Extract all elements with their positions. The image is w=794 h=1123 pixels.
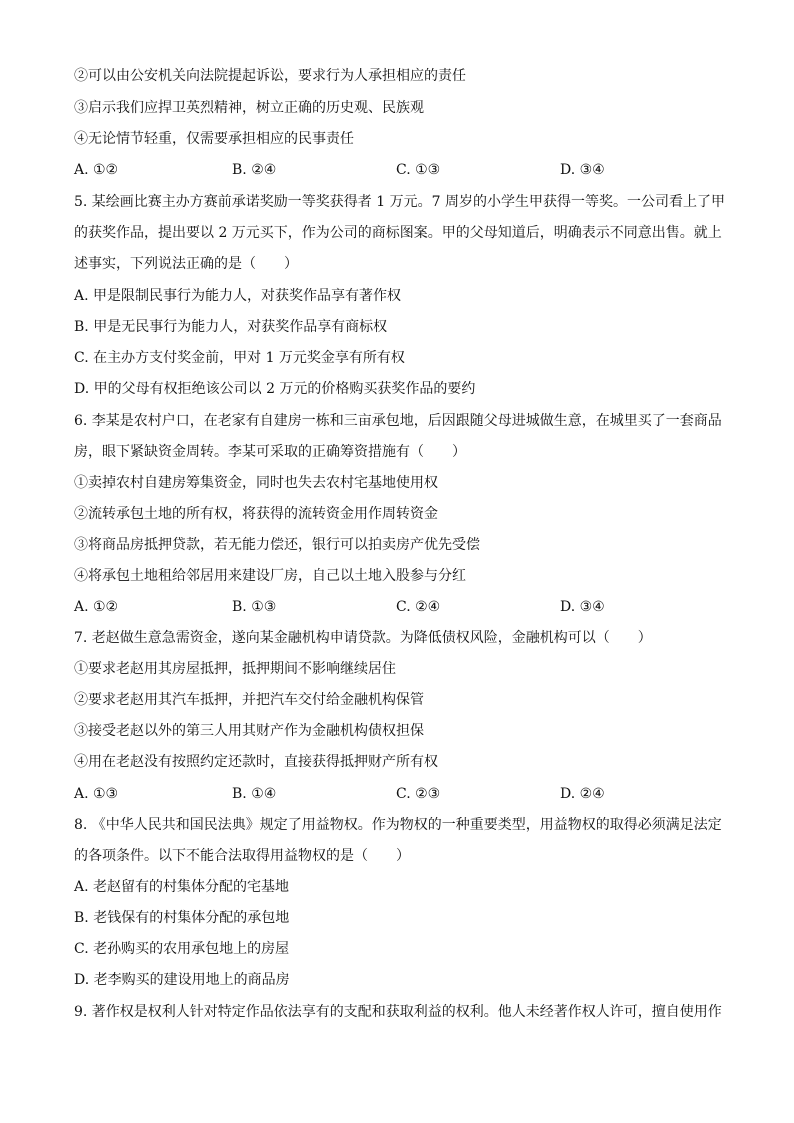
q4-option-d: D. ③④ <box>560 162 605 178</box>
q5-stem-line-2: 的获奖作品，提出要以 2 万元买下，作为公司的商标图案。甲的父母知道后，明确表示不同意出售。就上 <box>74 225 722 241</box>
q8-choice-d: D. 老李购买的建设用地上的商品房 <box>74 972 290 988</box>
q5-stem-line-1: 5. 某绘画比赛主办方赛前承诺奖励一等奖获得者 1 万元。7 周岁的小学生甲获得一等奖。一公司看上了甲 <box>74 194 725 210</box>
q8-choice-c: C. 老孙购买的农用承包地上的房屋 <box>74 941 290 957</box>
q5-choice-b: B. 甲是无民事行为能力人，对获奖作品享有商标权 <box>74 319 388 335</box>
q6-option-d: D. ③④ <box>560 599 605 615</box>
q7-item-1: ①要求老赵用其房屋抵押，抵押期间不影响继续居住 <box>74 661 396 677</box>
q8-choice-a: A. 老赵留有的村集体分配的宅基地 <box>74 879 290 895</box>
q5-choice-a: A. 甲是限制民事行为能力人，对获奖作品享有著作权 <box>74 288 402 304</box>
q7-stem-line-1: 7. 老赵做生意急需资金，遂向某金融机构申请贷款。为降低债权风险，金融机构可以（ ） <box>74 630 652 646</box>
q7-item-2: ②要求老赵用其汽车抵押，并把汽车交付给金融机构保管 <box>74 692 424 708</box>
q4-option-a: A. ①② <box>74 162 119 178</box>
q7-option-c: C. ②③ <box>396 786 441 802</box>
q5-choice-d: D. 甲的父母有权拒绝该公司以 2 万元的价格购买获奖作品的要约 <box>74 381 476 397</box>
q7-option-a: A. ①③ <box>74 786 119 802</box>
q4-options <box>74 160 734 180</box>
q6-stem-line-2: 房，眼下紧缺资金周转。李某可采取的正确筹资措施有（ ） <box>74 444 466 460</box>
q5-choice-c: C. 在主办方支付奖金前，甲对 1 万元奖金享有所有权 <box>74 350 405 366</box>
q6-item-1: ①卖掉农村自建房筹集资金，同时也失去农村宅基地使用权 <box>74 475 438 491</box>
q8-stem-line-2: 的各项条件。以下不能合法取得用益物权的是（ ） <box>74 848 410 864</box>
q7-options <box>74 784 734 804</box>
q4-item-2: ②可以由公安机关向法院提起诉讼，要求行为人承担相应的责任 <box>74 68 466 84</box>
q6-option-a: A. ①② <box>74 599 119 615</box>
q4-item-4: ④无论情节轻重，仅需要承担相应的民事责任 <box>74 131 354 147</box>
q7-item-4: ④用在老赵没有按照约定还款时，直接获得抵押财产所有权 <box>74 754 438 770</box>
q6-option-b: B. ①③ <box>232 599 277 615</box>
q7-option-d: D. ②④ <box>560 786 605 802</box>
q9-stem-line-1: 9. 著作权是权利人针对特定作品依法享有的支配和获取利益的权利。他人未经著作权人许可，擅自使用作 <box>74 1004 722 1020</box>
q7-option-b: B. ①④ <box>232 786 277 802</box>
q4-item-3: ③启示我们应捍卫英烈精神，树立正确的历史观、民族观 <box>74 100 424 116</box>
q6-options <box>74 597 734 617</box>
q6-stem-line-1: 6. 李某是农村户口，在老家有自建房一栋和三亩承包地，后因跟随父母进城做生意，在城里买了一套商品 <box>74 413 722 429</box>
q6-item-2: ②流转承包土地的所有权，将获得的流转资金用作周转资金 <box>74 506 438 522</box>
q6-item-3: ③将商品房抵押贷款，若无能力偿还，银行可以拍卖房产优先受偿 <box>74 537 480 553</box>
q8-choice-b: B. 老钱保有的村集体分配的承包地 <box>74 910 290 926</box>
q6-item-4: ④将承包土地租给邻居用来建设厂房，自己以土地入股参与分红 <box>74 568 466 584</box>
q6-option-c: C. ②④ <box>396 599 441 615</box>
q5-stem-line-3: 述事实，下列说法正确的是（ ） <box>74 256 298 272</box>
q8-stem-line-1: 8. 《中华人民共和国民法典》规定了用益物权。作为物权的一种重要类型，用益物权的取得必须满足法定 <box>74 817 722 833</box>
q4-option-c: C. ①③ <box>396 162 441 178</box>
q4-option-b: B. ②④ <box>232 162 277 178</box>
q7-item-3: ③接受老赵以外的第三人用其财产作为金融机构债权担保 <box>74 723 424 739</box>
